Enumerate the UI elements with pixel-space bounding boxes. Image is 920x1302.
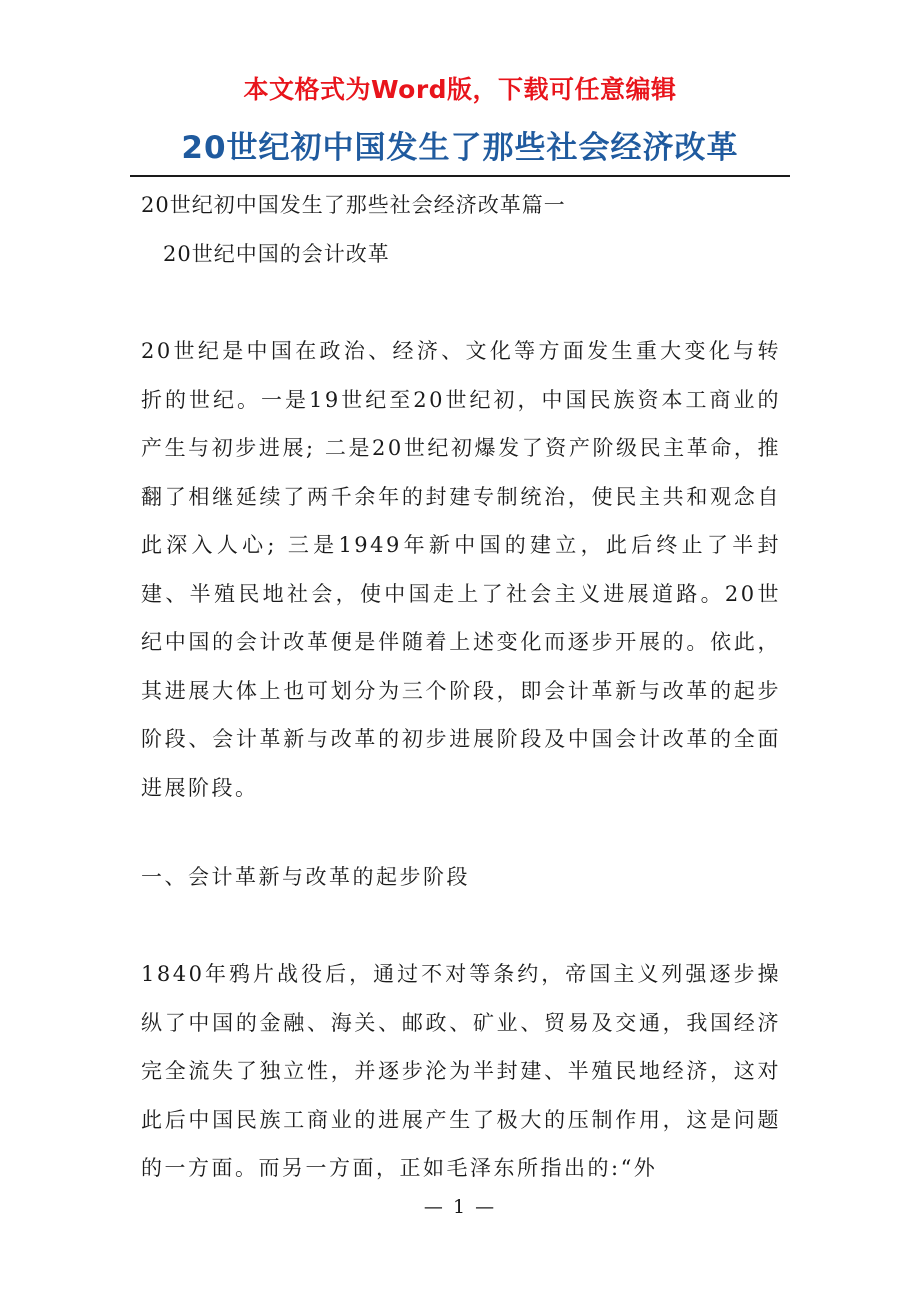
article-subtitle: 20世纪初中国发生了那些社会经济改革篇一 bbox=[141, 193, 566, 217]
body-paragraph: 1840年鸦片战役后，通过不对等条约，帝国主义列强逐步操纵了中国的金融、海关、邮政、矿业、贸易及交通，我国经济完全流失了独立性，并逐步沦为半封建、半殖民地经济，这对此后中国民族工商业的进展产生了极大的压制作用，这是问题的一方面。而另一方面，正如毛泽东所指出的:“外 bbox=[141, 962, 781, 1180]
section-title: 20世纪中国的会计改革 bbox=[163, 242, 390, 266]
document-title: 20世纪初中国发生了那些社会经济改革 bbox=[181, 130, 739, 166]
page-number: — 1 — bbox=[423, 1196, 497, 1218]
intro-paragraph: 20世纪是中国在政治、经济、文化等方面发生重大变化与转折的世纪。一是19世纪至20世纪初，中国民族资本工商业的产生与初步进展; 二是20世纪初爆发了资产阶级民主革命，推翻了相继延续了两千余年的封建专制统治，使民主共和观念自此深入人心; 三是1949年新中国的建立，此后终止了半封建、半殖民地社会，使中国走上了社会主义进展道路。20世纪中国的会计改革便是伴随着上述变化而逐步开展的。依此，其进展大体上也可划分为三个阶段，即会计革新与改革的起步阶段、会计革新与改革的初步进展阶段及中国会计改革的全面进展阶段。 bbox=[141, 339, 781, 800]
title-divider bbox=[130, 175, 790, 177]
section-heading: 一、会计革新与改革的起步阶段 bbox=[141, 865, 470, 889]
format-notice: 本文格式为Word版，下载可任意编辑 bbox=[243, 75, 677, 104]
